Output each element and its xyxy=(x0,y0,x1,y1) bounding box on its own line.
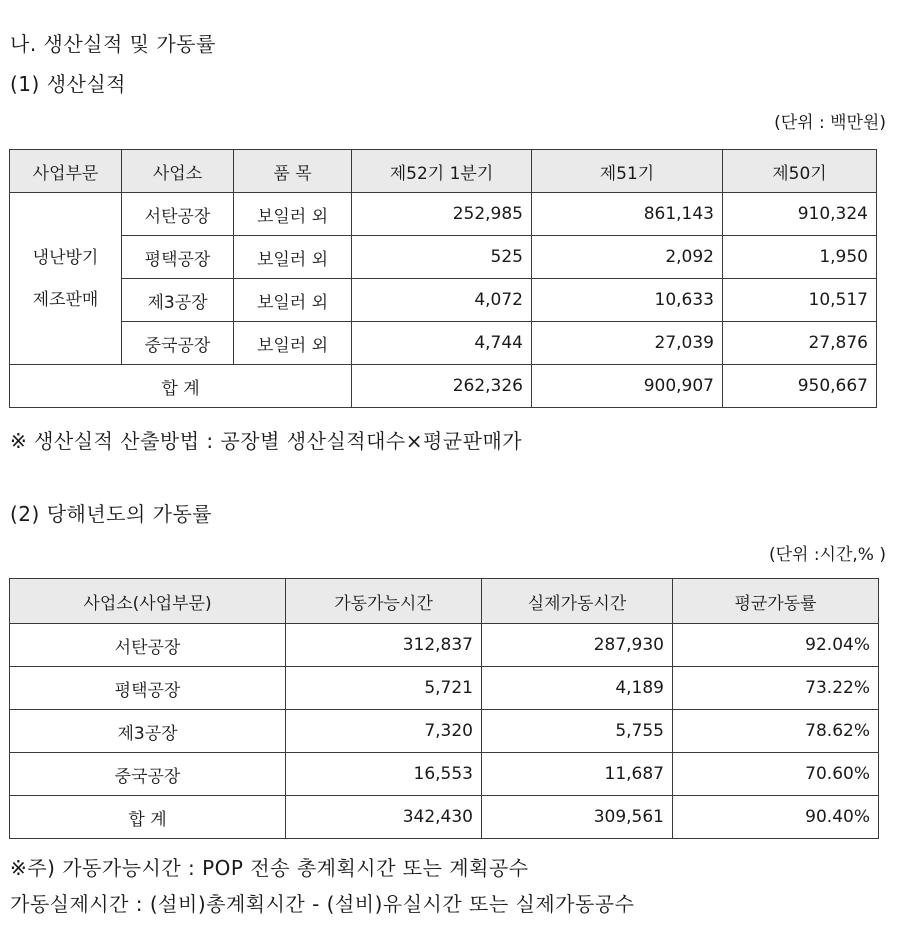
table-row xyxy=(10,710,879,753)
item-cell: 보일러 외 xyxy=(234,322,352,365)
header-item: 품 목 xyxy=(234,150,352,193)
table-row xyxy=(10,753,879,796)
header-site: 사업소 xyxy=(122,150,234,193)
total-label: 합 계 xyxy=(10,796,286,839)
production-method-note: ※ 생산실적 산출방법 : 공장별 생산실적대수×평균판매가 xyxy=(10,429,523,453)
y51-cell: 2,092 xyxy=(532,236,723,279)
y50-cell: 10,517 xyxy=(723,279,877,322)
header-y51: 제51기 xyxy=(532,150,723,193)
item-cell: 보일러 외 xyxy=(234,236,352,279)
subsection-title-production: (1) 생산실적 xyxy=(10,72,126,96)
y50-cell: 27,876 xyxy=(723,322,877,365)
rate-cell: 92.04% xyxy=(673,624,879,667)
division-cell xyxy=(10,193,122,365)
table-header-row xyxy=(10,579,879,624)
header-y50: 제50기 xyxy=(723,150,877,193)
q52-cell: 525 xyxy=(352,236,532,279)
table-row xyxy=(10,624,879,667)
y51-cell: 10,633 xyxy=(532,279,723,322)
actual-cell: 4,189 xyxy=(482,667,673,710)
header-average-rate: 평균가동률 xyxy=(673,579,879,624)
header-possible-hours: 가동가능시간 xyxy=(286,579,482,624)
possible-cell: 7,320 xyxy=(286,710,482,753)
production-table xyxy=(9,149,877,408)
rate-cell: 70.60% xyxy=(673,753,879,796)
unit-label-production: (단위 : 백만원) xyxy=(774,113,886,133)
site-cell: 평택공장 xyxy=(122,236,234,279)
total-q52: 262,326 xyxy=(352,365,532,408)
unit-label-utilization: (단위 :시간,% ) xyxy=(768,545,886,565)
site-cell: 제3공장 xyxy=(10,710,286,753)
site-cell: 제3공장 xyxy=(122,279,234,322)
table-row xyxy=(10,667,879,710)
header-q52: 제52기 1분기 xyxy=(352,150,532,193)
site-cell: 서탄공장 xyxy=(10,624,286,667)
utilization-note-1: ※주) 가동가능시간 : POP 전송 총계획시간 또는 계획공수 xyxy=(10,856,529,880)
table-header-row xyxy=(10,150,877,193)
header-actual-hours: 실제가동시간 xyxy=(482,579,673,624)
total-row xyxy=(10,365,877,408)
section-title: 나. 생산실적 및 가동률 xyxy=(10,32,216,56)
total-row xyxy=(10,796,879,839)
actual-cell: 287,930 xyxy=(482,624,673,667)
possible-cell: 16,553 xyxy=(286,753,482,796)
q52-cell: 252,985 xyxy=(352,193,532,236)
subsection-title-utilization: (2) 당해년도의 가동률 xyxy=(10,502,213,526)
rate-cell: 78.62% xyxy=(673,710,879,753)
site-cell: 중국공장 xyxy=(10,753,286,796)
y51-cell: 861,143 xyxy=(532,193,723,236)
item-cell: 보일러 외 xyxy=(234,193,352,236)
total-possible: 342,430 xyxy=(286,796,482,839)
y50-cell: 910,324 xyxy=(723,193,877,236)
site-cell: 중국공장 xyxy=(122,322,234,365)
rate-cell: 73.22% xyxy=(673,667,879,710)
total-y50: 950,667 xyxy=(723,365,877,408)
table-row xyxy=(10,322,877,365)
actual-cell: 5,755 xyxy=(482,710,673,753)
site-cell: 평택공장 xyxy=(10,667,286,710)
y51-cell: 27,039 xyxy=(532,322,723,365)
total-rate: 90.40% xyxy=(673,796,879,839)
division-line-2: 제조판매 xyxy=(32,289,99,310)
total-label: 합 계 xyxy=(10,365,352,408)
possible-cell: 312,837 xyxy=(286,624,482,667)
y50-cell: 1,950 xyxy=(723,236,877,279)
possible-cell: 5,721 xyxy=(286,667,482,710)
q52-cell: 4,744 xyxy=(352,322,532,365)
division-line-1: 냉난방기 xyxy=(32,247,99,268)
table-row xyxy=(10,193,877,236)
site-cell: 서탄공장 xyxy=(122,193,234,236)
utilization-note-2: 가동실제시간 : (설비)총계획시간 - (설비)유실시간 또는 실제가동공수 xyxy=(10,892,635,916)
table-row xyxy=(10,236,877,279)
total-actual: 309,561 xyxy=(482,796,673,839)
actual-cell: 11,687 xyxy=(482,753,673,796)
header-division: 사업부문 xyxy=(10,150,122,193)
q52-cell: 4,072 xyxy=(352,279,532,322)
total-y51: 900,907 xyxy=(532,365,723,408)
item-cell: 보일러 외 xyxy=(234,279,352,322)
utilization-table xyxy=(9,578,879,839)
table-row xyxy=(10,279,877,322)
header-site: 사업소(사업부문) xyxy=(10,579,286,624)
